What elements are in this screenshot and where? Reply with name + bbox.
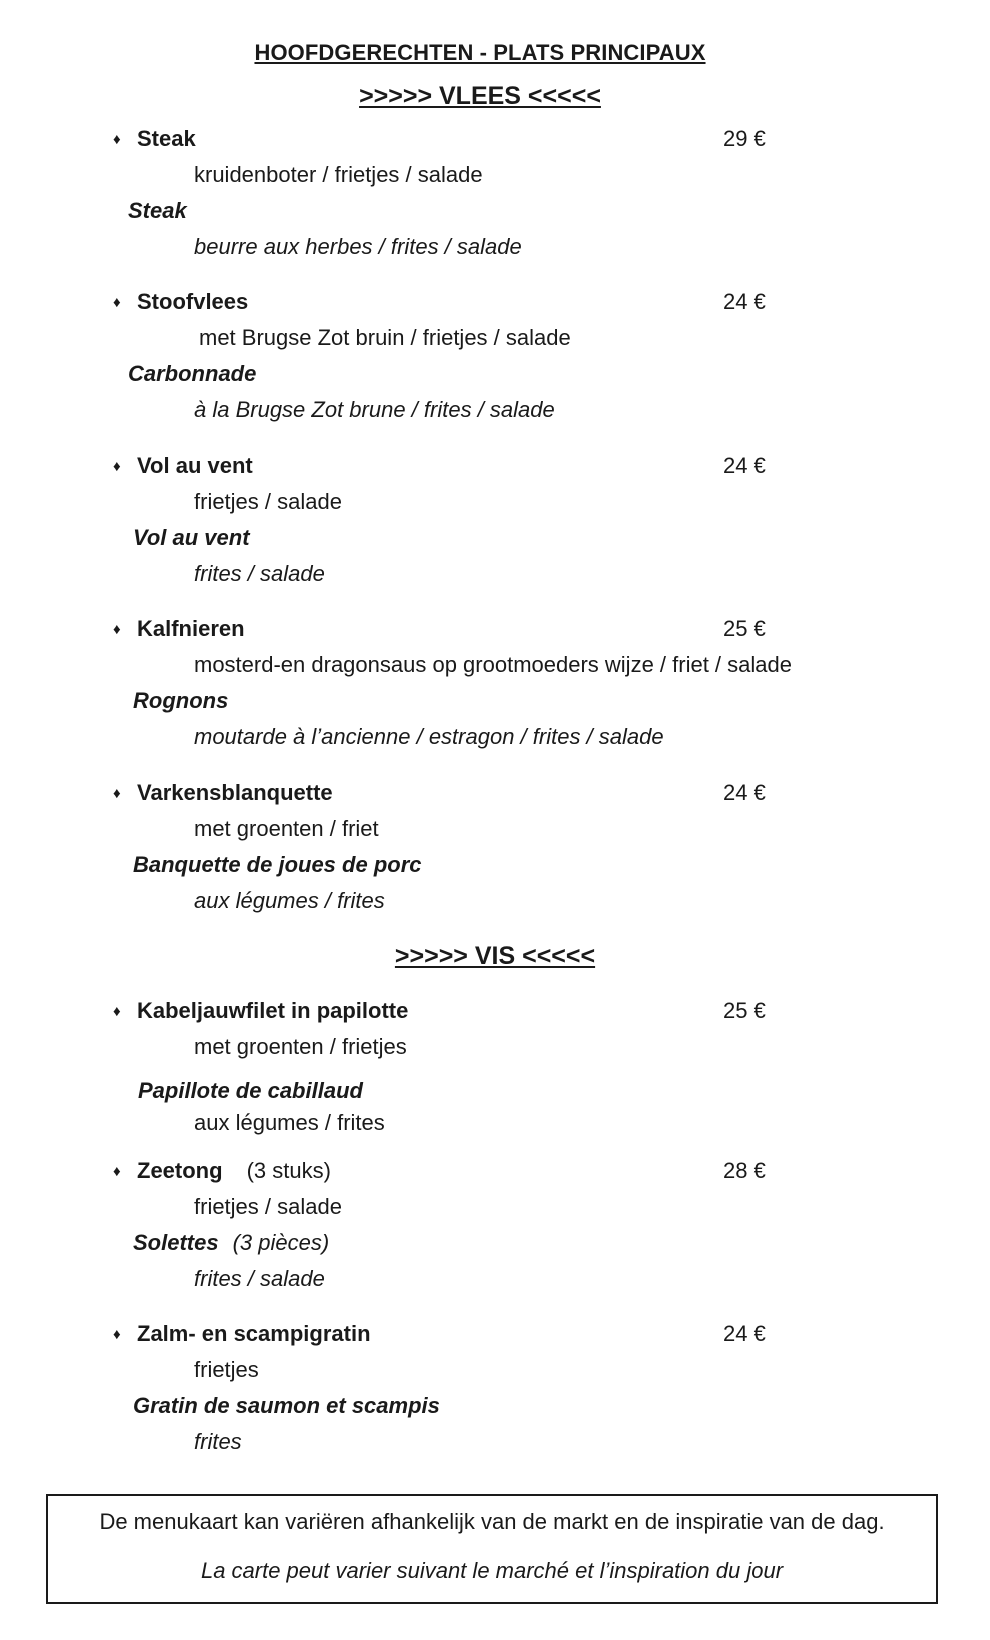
page-title: HOOFDGERECHTEN - PLATS PRINCIPAUX <box>254 40 706 65</box>
bullet-icon: ♦ <box>113 621 121 638</box>
dish-price: 29 € <box>723 126 766 151</box>
dish-description-fr: moutarde à l’ancienne / estragon / frites / salade <box>194 724 664 749</box>
dish-name-nl: Zalm- en scampigratin <box>137 1321 371 1346</box>
dish-description-nl: met groenten / friet <box>194 816 379 841</box>
dish-name-nl: Vol au vent <box>137 453 253 478</box>
dish-description-fr: aux légumes / frites <box>194 1110 385 1135</box>
dish-note-nl: (3 stuks) <box>246 1158 331 1183</box>
bullet-icon: ♦ <box>113 1003 121 1020</box>
dish-name-fr: Banquette de joues de porc <box>133 852 422 877</box>
dish-description-fr: beurre aux herbes / frites / salade <box>194 234 522 259</box>
bullet-icon: ♦ <box>113 785 121 802</box>
dish-name-nl: Kalfnieren <box>137 616 245 641</box>
dish-price: 25 € <box>723 998 766 1023</box>
bullet-icon: ♦ <box>113 1326 121 1343</box>
section-heading-fish: >>>>> VIS <<<<< <box>394 942 596 970</box>
dish-price: 24 € <box>723 289 766 314</box>
bullet-icon: ♦ <box>113 131 121 148</box>
dish-name-fr: Papillote de cabillaud <box>138 1078 363 1103</box>
dish-description-nl: met groenten / frietjes <box>194 1034 407 1059</box>
dish-price: 25 € <box>723 616 766 641</box>
dish-name-nl: Kabeljauwfilet in papilotte <box>137 998 409 1023</box>
dish-price: 24 € <box>723 780 766 805</box>
dish-note-fr: (3 pièces) <box>232 1230 330 1255</box>
footer-notice-fr: La carte peut varier suivant le marché et l’inspiration du jour <box>200 1558 784 1583</box>
dish-name-fr: Solettes (3 pièces) <box>133 1230 330 1255</box>
dish-description-nl: met Brugse Zot bruin / frietjes / salade <box>199 325 571 350</box>
dish-name-fr: Vol au vent <box>133 525 250 550</box>
dish-description-nl: frietjes <box>194 1357 259 1382</box>
dish-description-fr: frites / salade <box>194 561 325 586</box>
footer-notice-nl: De menukaart kan variëren afhankelijk van de markt en de inspiratie van de dag. <box>99 1509 885 1534</box>
dish-name-nl: Stoofvlees <box>137 289 249 314</box>
dish-description-fr: frites <box>194 1429 242 1454</box>
section-heading-meat: >>>>> VLEES <<<<< <box>359 82 601 110</box>
bullet-icon: ♦ <box>113 294 121 311</box>
dish-description-fr: à la Brugse Zot brune / frites / salade <box>194 397 555 422</box>
dish-description-nl: mosterd-en dragonsaus op grootmoeders wijze / friet / salade <box>194 652 792 677</box>
dish-description-fr: frites / salade <box>194 1266 325 1291</box>
dish-price: 24 € <box>723 1321 766 1346</box>
dish-price: 28 € <box>723 1158 766 1183</box>
dish-name-fr: Gratin de saumon et scampis <box>133 1393 440 1418</box>
dish-description-nl: frietjes / salade <box>194 489 342 514</box>
dish-name-fr: Rognons <box>133 688 229 713</box>
dish-description-nl: kruidenboter / frietjes / salade <box>194 162 483 187</box>
dish-name-nl: Varkensblanquette <box>137 780 333 805</box>
dish-description-fr: aux légumes / frites <box>194 888 385 913</box>
dish-price: 24 € <box>723 453 766 478</box>
bullet-icon: ♦ <box>113 1163 121 1180</box>
dish-name-fr: Carbonnade <box>128 361 257 386</box>
dish-description-nl: frietjes / salade <box>194 1194 342 1219</box>
dish-name-nl: Zeetong (3 stuks) <box>137 1158 331 1183</box>
bullet-icon: ♦ <box>113 458 121 475</box>
dish-name-fr: Steak <box>128 198 187 223</box>
dish-name-nl: Steak <box>137 126 196 151</box>
